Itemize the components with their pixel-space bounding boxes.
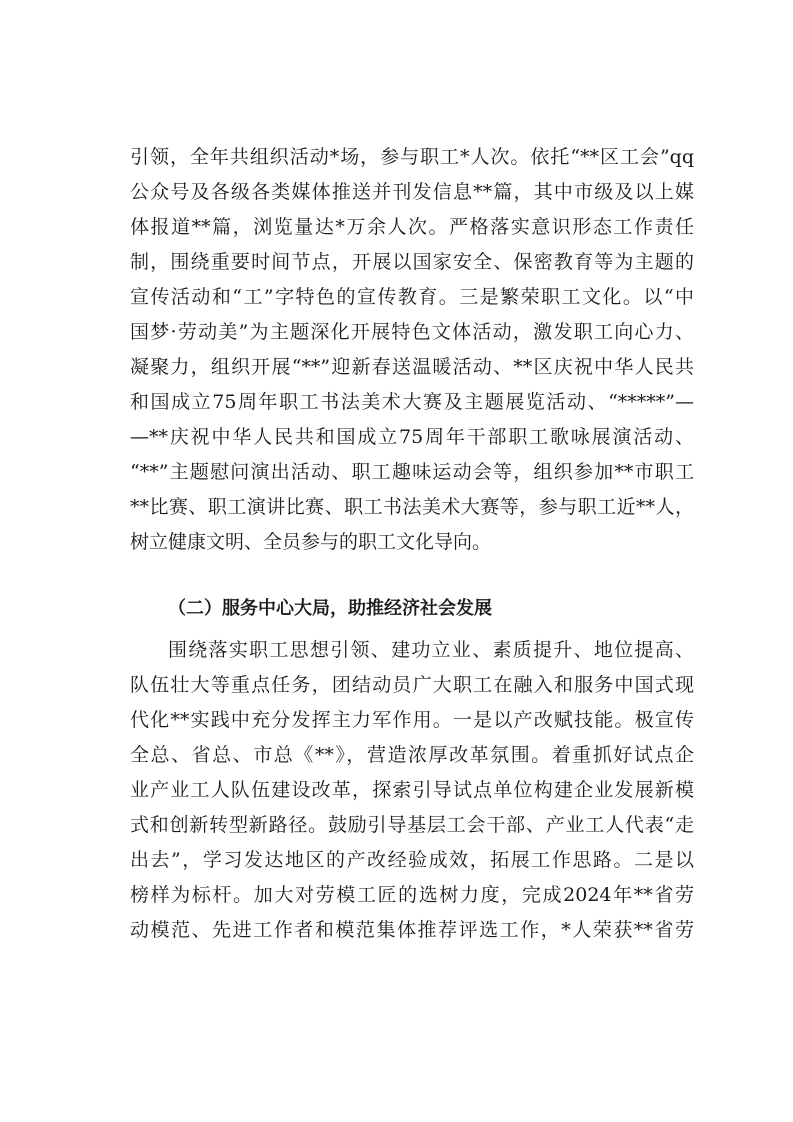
text-line: 制，围绕重要时间节点，开展以国家安全、保密教育等为主题的: [130, 251, 694, 273]
text-line: 围绕落实职工思想引领、建功立业、素质提升、地位提高、: [168, 639, 694, 661]
text-line: **比赛、职工演讲比赛、职工书法美术大赛等，参与职工近**人，: [130, 496, 694, 518]
text-line: 榜样为标杆。加大对劳模工匠的选树力度，完成2024年**省劳: [130, 884, 694, 906]
text-line: 业产业工人队伍建设改革，探索引导试点单位构建企业发展新模: [130, 779, 694, 801]
text-line: 凝聚力，组织开展“**”迎新春送温暖活动、**区庆祝中华人民共: [130, 356, 694, 378]
text-line: 国梦·劳动美”为主题深化开展特色文体活动，激发职工向心力、: [130, 321, 694, 343]
text-line: 式和创新转型新路径。鼓励引导基层工会干部、产业工人代表“走: [130, 814, 694, 836]
text-line: 宣传活动和“工”字特色的宣传教育。三是繁荣职工文化。以“中: [130, 286, 694, 308]
text-line: 树立健康文明、全员参与的职工文化导向。: [130, 531, 492, 553]
text-line: 和国成立75周年职工书法美术大赛及主题展览活动、“*****”—: [130, 391, 694, 413]
paragraph-serve-development: [130, 633, 694, 948]
text-line: 动模范、先进工作者和模范集体推荐评选工作，*人荣获**省劳: [130, 919, 694, 941]
text-line: 全总、省总、市总《**》，营造浓厚改革氛围。着重抓好试点企: [130, 744, 694, 766]
text-line: 队伍壮大等重点任务，团结动员广大职工在融入和服务中国式现: [130, 674, 694, 696]
text-line: 体报道**篇，浏览量达*万余人次。严格落实意识形态工作责任: [130, 216, 694, 238]
paragraph-workers-culture: [130, 140, 694, 560]
text-line: 代化**实践中充分发挥主力军作用。一是以产改赋技能。极宣传: [130, 709, 694, 731]
section-heading: （二）服务中心大局，助推经济社会发展: [168, 598, 492, 619]
text-line: 公众号及各级各类媒体推送并刊发信息**篇，其中市级及以上媒: [130, 181, 694, 203]
text-line: 引领，全年共组织活动*场，参与职工*人次。依托“**区工会”qq: [130, 146, 694, 168]
text-line: 出去”，学习发达地区的产改经验成效，拓展工作思路。二是以: [130, 849, 694, 871]
text-line: “**”主题慰问演出活动、职工趣味运动会等，组织参加**市职工: [130, 461, 694, 483]
text-line: —**庆祝中华人民共和国成立75周年干部职工歌咏展演活动、: [130, 426, 694, 448]
